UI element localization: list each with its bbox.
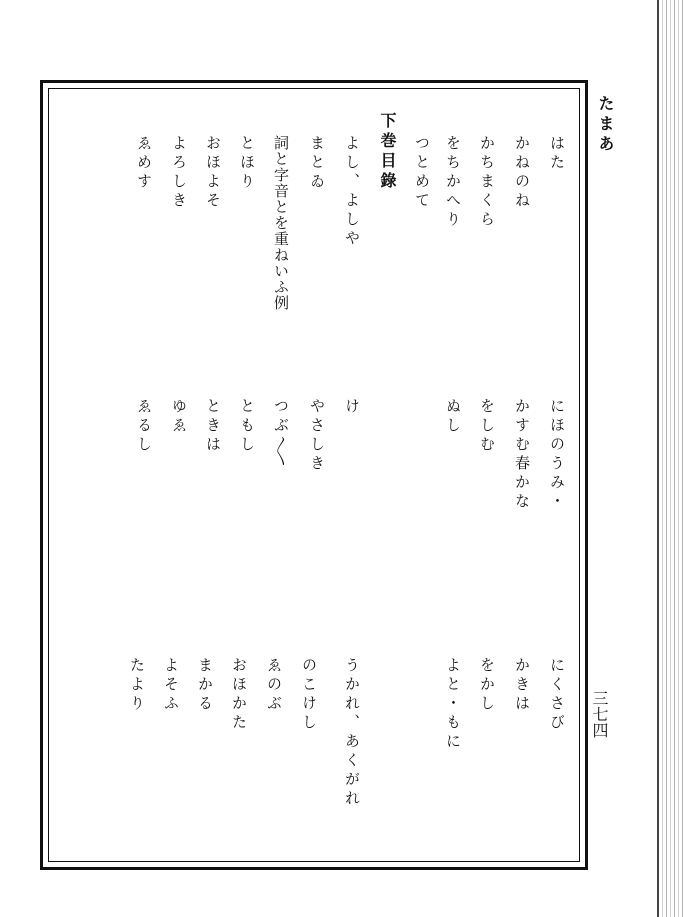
entry-bottom: ゑのぶ	[265, 657, 283, 714]
entry-bottom: かきは	[513, 657, 531, 714]
running-head: たまあ	[596, 95, 615, 155]
entry-bottom: にくさび	[548, 657, 566, 733]
entry-bottom: をかし	[478, 657, 496, 714]
entry-top: ゑめす	[135, 135, 153, 192]
entry-bottom: のこけし	[300, 657, 318, 733]
entry-mid: ぬし	[444, 398, 462, 436]
page-frame-inner	[48, 88, 580, 862]
section-heading: 下巻目錄	[378, 112, 397, 192]
entry-bottom: たより	[128, 657, 146, 714]
entry-top: つとめて	[413, 135, 431, 211]
entry-mid: ともし	[238, 398, 256, 455]
entry-mid: ゆゑ	[170, 398, 188, 436]
entry-mid: やさしき	[308, 398, 326, 474]
binding-line	[657, 0, 659, 917]
page-number: 三七四	[590, 690, 609, 738]
entry-top: をちかへり	[444, 135, 462, 230]
entry-mid: つぶ〳〵	[272, 398, 290, 470]
entry-bottom: よと・もに	[444, 657, 462, 752]
entry-top: かちまくら	[478, 135, 496, 230]
entry-top: とほり	[238, 135, 256, 192]
binding-edge	[655, 0, 685, 917]
entry-mid: ときは	[204, 398, 222, 455]
entry-mid: ゑるし	[135, 398, 153, 455]
entry-top: 詞と字音とを重ねいふ例	[272, 135, 290, 311]
entry-top: よろしき	[170, 135, 188, 211]
entry-bottom: よそふ	[162, 657, 180, 714]
entry-top: よし、よしや	[343, 135, 361, 249]
entry-bottom: まかる	[196, 657, 214, 714]
entry-top: おほよそ	[204, 135, 222, 211]
entry-mid: かすむ春かな	[513, 398, 531, 512]
entry-mid: をしむ	[478, 398, 496, 455]
entry-bottom: おほかた	[230, 657, 248, 733]
entry-bottom: うかれ、あくがれ	[343, 657, 361, 809]
entry-top: かねのね	[513, 135, 531, 211]
entry-top: まとゐ	[308, 135, 326, 192]
entry-mid: にほのうみ・	[548, 398, 566, 512]
entry-top: はた	[548, 135, 566, 173]
entry-mid: け	[343, 398, 361, 417]
